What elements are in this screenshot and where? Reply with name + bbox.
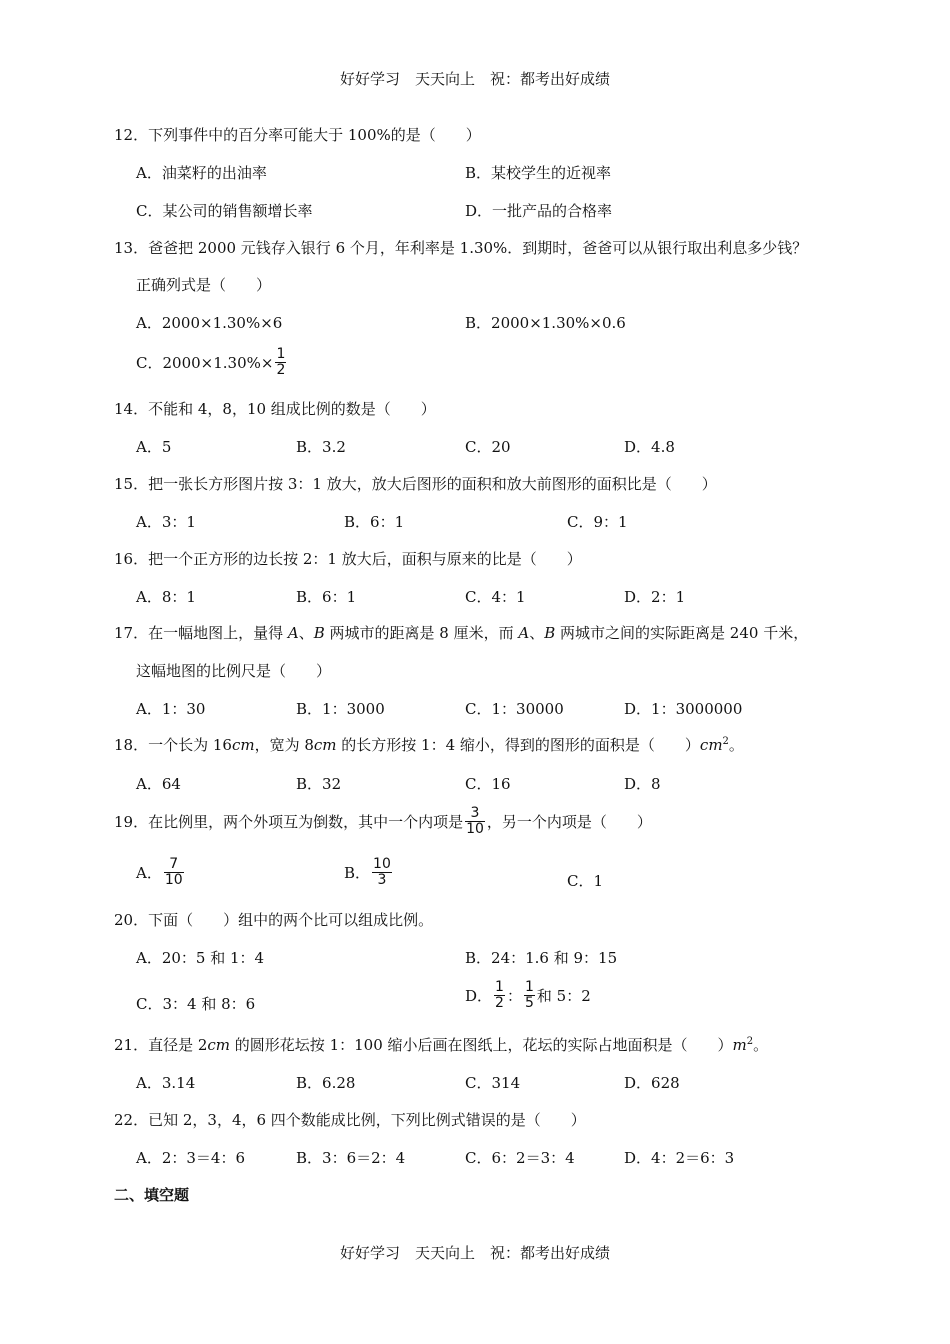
q14-option-a[interactable]: A．5: [136, 438, 172, 456]
fraction: $\frac{10}{3}$: [373, 856, 391, 888]
q20-option-d[interactable]: D． $\frac{1}{2}$ ： $\frac{1}{5}$ 和 5：2: [465, 979, 591, 1011]
question-20: 20．下面（ ）组中的两个比可以组成比例。: [114, 911, 434, 929]
q19-option-a[interactable]: A． $\frac{7}{10}$: [136, 856, 183, 888]
q14-option-d[interactable]: D．4.8: [624, 438, 675, 456]
q15-option-a[interactable]: A．3：1: [136, 513, 196, 531]
q17-option-b[interactable]: B．1：3000: [296, 700, 385, 718]
q12-option-c[interactable]: C．某公司的销售额增长率: [136, 202, 313, 220]
q22-option-a[interactable]: A．2：3＝4：6: [136, 1149, 246, 1167]
q16-option-c[interactable]: C．4：1: [465, 588, 526, 606]
fraction: $\frac{1}{5}$: [524, 979, 534, 1011]
question-22: 22．已知 2，3，4，6 四个数能成比例，下列比例式错误的是（ ）: [114, 1111, 586, 1129]
q17-option-d[interactable]: D．1：3000000: [624, 700, 743, 718]
q18-option-a[interactable]: A．64: [136, 775, 181, 793]
q13-option-b[interactable]: B．2000×1.30%×0.6: [465, 314, 626, 332]
q13-option-c[interactable]: [136, 347, 288, 378]
q13-option-c-text: C．2000×1.30%×: [136, 354, 274, 372]
q19-option-b[interactable]: B． $\frac{10}{3}$: [344, 856, 391, 888]
question-16: 16．把一个正方形的边长按 2：1 放大后，面积与原来的比是（ ）: [114, 550, 582, 568]
q16-option-a[interactable]: A．8：1: [136, 588, 196, 606]
q15-option-b[interactable]: B．6：1: [344, 513, 405, 531]
section-title: 二、填空题: [114, 1186, 190, 1204]
question-13: 13．爸爸把 2000 元钱存入银行 6 个月，年利率是 1.30%．到期时，爸爸可以从银行取出利息多少钱？: [114, 239, 808, 257]
question-19: 19．在比例里，两个外项互为倒数，其中一个内项是 $\frac{3}{10}$ ，另一个内项是（ ）: [114, 805, 652, 837]
question-17: 17．在一幅地图上，量得 A、B 两城市的距离是 8 厘米，而 A、B 两城市之间的实际距离是 240 千米，: [114, 624, 809, 642]
q22-option-b[interactable]: B．3：6＝2：4: [296, 1149, 406, 1167]
fraction: $\frac{7}{10}$: [164, 856, 183, 888]
q22-option-d[interactable]: D．4：2＝6：3: [624, 1149, 735, 1167]
q20-option-c[interactable]: C．3：4 和 8：6: [136, 995, 256, 1013]
q21-option-c[interactable]: C．314: [465, 1074, 521, 1092]
q12-option-d[interactable]: D．一批产品的合格率: [465, 202, 613, 220]
q18-option-d[interactable]: D．8: [624, 775, 661, 793]
q16-option-d[interactable]: D．2：1: [624, 588, 686, 606]
fraction: $\frac{1}{2}$: [495, 979, 504, 1011]
question-14: 14．不能和 4，8，10 组成比例的数是（ ）: [114, 400, 436, 418]
question-17-line2: 这幅地图的比例尺是（ ）: [136, 662, 332, 680]
q22-option-c[interactable]: C．6：2＝3：4: [465, 1149, 575, 1167]
q13-option-a[interactable]: A．2000×1.30%×6: [136, 314, 283, 332]
q12-option-b[interactable]: B．某校学生的近视率: [465, 164, 612, 182]
question-18: 18．一个长为 16cm，宽为 8cm 的长方形按 1：4 缩小，得到的图形的面积是（ ）$cm^2$。: [114, 736, 744, 754]
q21-option-d[interactable]: D．628: [624, 1074, 680, 1092]
q21-option-a[interactable]: A．3.14: [136, 1074, 196, 1092]
q18-option-c[interactable]: C．16: [465, 775, 511, 793]
q19-option-c[interactable]: C．1: [567, 872, 604, 890]
q15-option-c[interactable]: C．9：1: [567, 513, 628, 531]
q20-option-a[interactable]: A．20：5 和 1：4: [136, 949, 265, 967]
q14-option-c[interactable]: C．20: [465, 438, 511, 456]
q12-option-a[interactable]: A．油菜籽的出油率: [136, 164, 267, 182]
question-21: 21．直径是 2cm 的圆形花坛按 1：100 缩小后画在图纸上，花坛的实际占地面积是（ ）$m^2$。: [114, 1036, 769, 1054]
q16-option-b[interactable]: B．6：1: [296, 588, 357, 606]
page-header: 好好学习 天天向上 祝：都考出好成绩: [339, 70, 610, 88]
q18-option-b[interactable]: B．32: [296, 775, 342, 793]
q21-option-b[interactable]: B．6.28: [296, 1074, 356, 1092]
fraction: $\frac{3}{10}$: [466, 805, 484, 837]
question-12: 12．下列事件中的百分率可能大于 100%的是（ ）: [114, 126, 481, 144]
fraction: $\frac{1}{2}$: [276, 346, 286, 378]
page-footer: 好好学习 天天向上 祝：都考出好成绩: [339, 1244, 610, 1262]
question-15: 15．把一张长方形图片按 3：1 放大，放大后图形的面积和放大前图形的面积比是（ ）: [114, 475, 717, 493]
q14-option-b[interactable]: B．3.2: [296, 438, 346, 456]
q20-option-b[interactable]: B．24：1.6 和 9：15: [465, 949, 618, 967]
q17-option-c[interactable]: C．1：30000: [465, 700, 564, 718]
q17-option-a[interactable]: A．1：30: [136, 700, 206, 718]
question-13-line2: 正确列式是（ ）: [136, 276, 272, 294]
